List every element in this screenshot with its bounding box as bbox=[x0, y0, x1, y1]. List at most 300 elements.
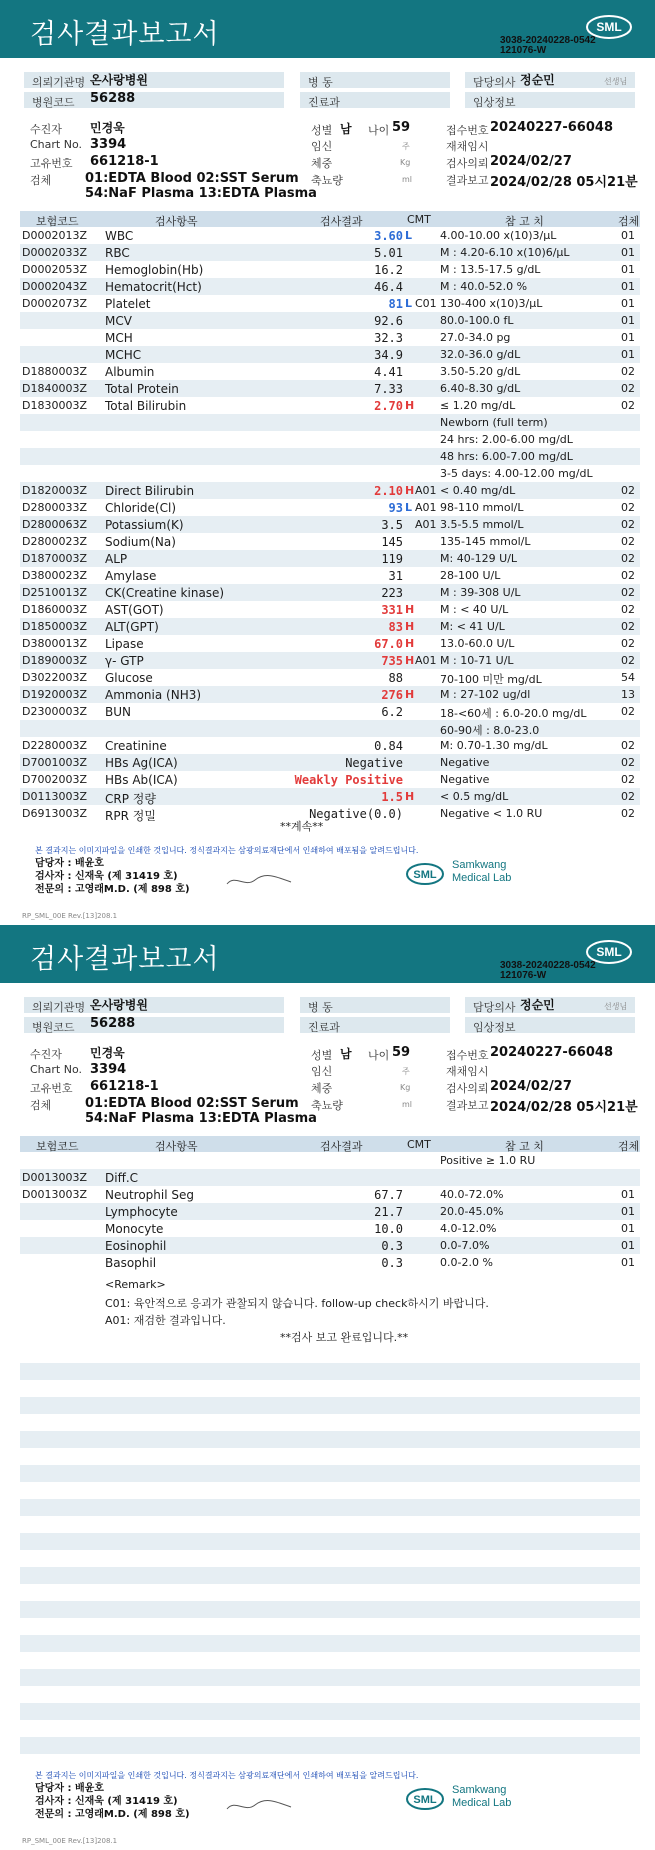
empty-row bbox=[20, 1601, 640, 1618]
empty-row bbox=[20, 1465, 640, 1482]
cell-code: D1920003Z bbox=[22, 688, 87, 701]
cell-spec: 02 bbox=[621, 637, 635, 650]
cell-spec: 54 bbox=[621, 671, 635, 684]
cell-name: MCH bbox=[105, 331, 133, 345]
specimen-value-2-2: 54:NaF Plasma 13:EDTA Plasma bbox=[85, 1111, 317, 1126]
cell-result: 67.7 bbox=[374, 1188, 403, 1202]
table-row bbox=[20, 312, 640, 329]
cell-name: Basophil bbox=[105, 1256, 157, 1270]
cell-result: 331 bbox=[381, 603, 403, 617]
table-row bbox=[20, 278, 640, 295]
doctor-value-2: 정순민 bbox=[520, 998, 555, 1012]
empty-row bbox=[20, 1363, 640, 1380]
empty-row bbox=[20, 1414, 640, 1431]
cell-result: 88 bbox=[388, 671, 403, 685]
cell-ref: 60-90세 : 8.0-23.0 bbox=[440, 724, 540, 737]
rep-label: 결과보고 bbox=[446, 174, 489, 187]
cell-result: 83 bbox=[388, 620, 403, 634]
cell-ref: < 0.40 mg/dL bbox=[440, 484, 516, 497]
acc-label: 접수번호 bbox=[446, 124, 489, 137]
table-row bbox=[20, 397, 640, 414]
cell-name: ALP bbox=[105, 552, 128, 566]
table-row bbox=[20, 329, 640, 346]
clinic-label: 임상정보 bbox=[473, 96, 516, 109]
specimen-label-2: 검체 bbox=[30, 1099, 52, 1112]
cell-name: Ammonia (NH3) bbox=[105, 688, 202, 702]
cell-result: 119 bbox=[381, 552, 403, 566]
remark-a01: A01: 재검한 결과입니다. bbox=[105, 1314, 226, 1327]
table-row bbox=[20, 380, 640, 397]
empty-row bbox=[20, 1431, 640, 1448]
cell-result: Negative bbox=[345, 756, 403, 770]
empty-row bbox=[20, 1720, 640, 1737]
specialist-label-2: 전문의 : bbox=[35, 1809, 72, 1820]
empty-row bbox=[20, 1482, 640, 1499]
ward-label: 병 동 bbox=[308, 76, 333, 89]
report-title-2: 검사결과보고서 bbox=[30, 944, 220, 975]
cell-name: Diff.C bbox=[105, 1171, 139, 1185]
cell-spec: 02 bbox=[621, 807, 635, 820]
req-value: 2024/02/27 bbox=[490, 154, 572, 169]
cell-code: D0013003Z bbox=[22, 1188, 87, 1201]
cell-result: 81 bbox=[388, 297, 403, 311]
patient-label-2: 수진자 bbox=[30, 1048, 62, 1061]
cell-flag: H bbox=[405, 688, 415, 701]
cell-ref: < 0.5 mg/dL bbox=[440, 790, 509, 803]
col-code: 보험코드 bbox=[36, 215, 79, 228]
cell-spec: 02 bbox=[621, 535, 635, 548]
cell-code: D1890003Z bbox=[22, 654, 87, 667]
cell-name: Eosinophil bbox=[105, 1239, 167, 1253]
cell-result: 276 bbox=[381, 688, 403, 702]
table-row bbox=[20, 567, 640, 584]
cell-flag: H bbox=[405, 603, 415, 616]
continue-text: **계속** bbox=[280, 820, 324, 833]
specimen-value-2: 54:NaF Plasma 13:EDTA Plasma bbox=[85, 186, 317, 201]
table-row bbox=[20, 635, 640, 652]
cell-name: Platelet bbox=[105, 297, 151, 311]
cell-flag: H bbox=[405, 637, 415, 650]
cell-spec: 02 bbox=[621, 790, 635, 803]
cell-result: 145 bbox=[381, 535, 403, 549]
empty-row bbox=[20, 1652, 640, 1669]
cell-ref: 27.0-34.0 pg bbox=[440, 331, 511, 344]
ward-label-box-2 bbox=[300, 997, 450, 1013]
sml-footer-logo-2 bbox=[405, 1779, 445, 1821]
preg-label: 임신 bbox=[311, 140, 333, 153]
charge-label: 담당자 : bbox=[35, 858, 72, 869]
cell-ref: Positive ≥ 1.0 RU bbox=[440, 1154, 536, 1167]
acc-value-2: 20240227-66048 bbox=[490, 1045, 613, 1060]
cell-result: Weakly Positive bbox=[294, 773, 403, 787]
cell-code: D2800033Z bbox=[22, 501, 87, 514]
inspector-label: 검사자 : bbox=[35, 871, 72, 882]
urine-unit-2: ml bbox=[402, 1100, 413, 1109]
cell-code: D1860003Z bbox=[22, 603, 87, 616]
cell-name: Potassium(K) bbox=[105, 518, 184, 532]
empty-row bbox=[20, 1397, 640, 1414]
col-ref: 참 고 치 bbox=[505, 215, 544, 228]
table-header bbox=[20, 211, 640, 227]
cell-cmt: A01 bbox=[415, 518, 437, 531]
cell-result: 1.5 bbox=[381, 790, 403, 804]
cell-flag: L bbox=[405, 501, 413, 514]
dept-label-box bbox=[300, 92, 450, 108]
cell-result: 735 bbox=[381, 654, 403, 668]
empty-row bbox=[20, 1618, 640, 1635]
cell-cmt: A01 bbox=[415, 484, 437, 497]
cell-result: 31 bbox=[388, 569, 403, 583]
cell-ref: 3.50-5.20 g/dL bbox=[440, 365, 521, 378]
col-ref-2: 참 고 치 bbox=[505, 1140, 544, 1153]
cell-spec: 02 bbox=[621, 586, 635, 599]
col-cmt-2: CMT bbox=[407, 1138, 431, 1151]
svg-text:SML: SML bbox=[596, 20, 622, 34]
chart-value: 3394 bbox=[90, 137, 127, 152]
cell-spec: 01 bbox=[621, 297, 635, 310]
cell-spec: 02 bbox=[621, 365, 635, 378]
cell-name: Monocyte bbox=[105, 1222, 164, 1236]
cell-name: Sodium(Na) bbox=[105, 535, 176, 549]
empty-row bbox=[20, 1499, 640, 1516]
cell-spec: 01 bbox=[621, 1205, 635, 1218]
table-row bbox=[20, 618, 640, 635]
cell-code: D0002043Z bbox=[22, 280, 87, 293]
cell-result: 46.4 bbox=[374, 280, 403, 294]
cell-name: Total Protein bbox=[105, 382, 179, 396]
cell-ref: M : 39-308 U/L bbox=[440, 586, 521, 599]
hospcode-label-2: 병원코드 bbox=[32, 1021, 75, 1034]
cell-spec: 01 bbox=[621, 348, 635, 361]
weight-label-2: 체중 bbox=[311, 1082, 333, 1095]
cell-spec: 02 bbox=[621, 773, 635, 786]
cell-spec: 02 bbox=[621, 484, 635, 497]
empty-row bbox=[20, 1686, 640, 1703]
cell-spec: 02 bbox=[621, 552, 635, 565]
age-label: 나이 bbox=[368, 124, 390, 137]
cell-name: MCHC bbox=[105, 348, 142, 362]
table-row bbox=[20, 1186, 640, 1203]
table-row bbox=[20, 550, 640, 567]
cell-code: D2800063Z bbox=[22, 518, 87, 531]
id-label-2: 고유번호 bbox=[30, 1082, 73, 1095]
cell-name: BUN bbox=[105, 705, 131, 719]
cell-ref: M: 0.70-1.30 mg/dL bbox=[440, 739, 548, 752]
cell-name: MCV bbox=[105, 314, 132, 328]
table-row bbox=[20, 1237, 640, 1254]
cell-ref: 13.0-60.0 U/L bbox=[440, 637, 515, 650]
cell-flag: H bbox=[405, 654, 415, 667]
empty-row bbox=[20, 1516, 640, 1533]
table-row bbox=[20, 244, 640, 261]
cell-code: D1820003Z bbox=[22, 484, 87, 497]
req-label-2: 검사의뢰 bbox=[446, 1082, 489, 1095]
table-header-2 bbox=[20, 1136, 640, 1152]
cell-cmt: A01 bbox=[415, 654, 437, 667]
cell-ref: 40.0-72.0% bbox=[440, 1188, 504, 1201]
cell-result: 2.70 bbox=[374, 399, 403, 413]
age-value-2: 59 bbox=[392, 1045, 411, 1060]
cell-name: HBs Ab(ICA) bbox=[105, 773, 178, 787]
cell-name: Chloride(Cl) bbox=[105, 501, 177, 515]
cell-flag: H bbox=[405, 790, 415, 803]
cell-code: D0113003Z bbox=[22, 790, 87, 803]
acc-value: 20240227-66048 bbox=[490, 120, 613, 135]
cell-code: D2280003Z bbox=[22, 739, 87, 752]
urine-label: 축뇨량 bbox=[311, 174, 343, 187]
redraw-label: 재채임시 bbox=[446, 140, 489, 153]
cell-code: D0013003Z bbox=[22, 1171, 87, 1184]
cell-name: Amylase bbox=[105, 569, 157, 583]
cell-cmt: C01 bbox=[415, 297, 437, 310]
cell-code: D0002033Z bbox=[22, 246, 87, 259]
cell-code: D1830003Z bbox=[22, 399, 87, 412]
cell-name: ALT(GPT) bbox=[105, 620, 159, 634]
table-row bbox=[20, 788, 640, 805]
cell-ref: M : 13.5-17.5 g/dL bbox=[440, 263, 541, 276]
empty-row bbox=[20, 1737, 640, 1754]
cell-code: D6913003Z bbox=[22, 807, 87, 820]
cell-ref: 48 hrs: 6.00-7.00 mg/dL bbox=[440, 450, 573, 463]
cell-name: Lymphocyte bbox=[105, 1205, 178, 1219]
cell-ref: Negative bbox=[440, 756, 490, 769]
sex-value-2: 남 bbox=[340, 1047, 352, 1061]
cell-spec: 01 bbox=[621, 1188, 635, 1201]
dept-label-2: 진료과 bbox=[308, 1021, 340, 1034]
cell-ref: M : 27-102 ug/dl bbox=[440, 688, 531, 701]
cell-cmt: A01 bbox=[415, 501, 437, 514]
table-row bbox=[20, 516, 640, 533]
cell-spec: 01 bbox=[621, 1222, 635, 1235]
ward-label-box bbox=[300, 72, 450, 88]
cell-result: 34.9 bbox=[374, 348, 403, 362]
table-row bbox=[20, 720, 640, 737]
cell-spec: 02 bbox=[621, 739, 635, 752]
cell-ref: 0.0-7.0% bbox=[440, 1239, 490, 1252]
cell-ref: 32.0-36.0 g/dL bbox=[440, 348, 521, 361]
cell-spec: 01 bbox=[621, 246, 635, 259]
report-title: 검사결과보고서 bbox=[30, 19, 220, 50]
id-value-2: 661218-1 bbox=[90, 1079, 159, 1094]
id-label: 고유번호 bbox=[30, 157, 73, 170]
preg-unit: 주 bbox=[402, 142, 410, 151]
cell-code: D0002053Z bbox=[22, 263, 87, 276]
cell-ref: 98-110 mmol/L bbox=[440, 501, 524, 514]
hospcode-value-2: 56288 bbox=[90, 1016, 136, 1031]
cell-ref: 18-<60세 : 6.0-20.0 mg/dL bbox=[440, 707, 587, 720]
table-row bbox=[20, 669, 640, 686]
cell-code: D0002013Z bbox=[22, 229, 87, 242]
cell-result: 10.0 bbox=[374, 1222, 403, 1236]
cell-spec: 01 bbox=[621, 263, 635, 276]
col-name: 검사항목 bbox=[155, 215, 198, 228]
cell-ref: M : 4.20-6.10 x(10)6/μL bbox=[440, 246, 570, 259]
cell-name: CRP 정량 bbox=[105, 792, 156, 806]
cell-result: 0.3 bbox=[381, 1256, 403, 1270]
cell-result: 0.84 bbox=[374, 739, 403, 753]
cell-flag: L bbox=[405, 297, 413, 310]
cell-spec: 01 bbox=[621, 229, 635, 242]
remark-c01: C01: 육안적으로 응괴가 관찰되지 않습니다. follow-up check하시기 바랍니다. bbox=[105, 1297, 489, 1310]
age-value: 59 bbox=[392, 120, 411, 135]
sml-footer-logo bbox=[405, 854, 445, 896]
ward-label-2: 병 동 bbox=[308, 1001, 333, 1014]
col-result-2: 검사결과 bbox=[320, 1140, 363, 1153]
cell-ref: ≤ 1.20 mg/dL bbox=[440, 399, 516, 412]
cell-result: 2.10 bbox=[374, 484, 403, 498]
doctor-label: 담당의사 bbox=[473, 76, 516, 89]
cell-ref: Negative bbox=[440, 773, 490, 786]
cell-result: 6.2 bbox=[381, 705, 403, 719]
charge-value-2: 배윤호 bbox=[74, 1783, 104, 1794]
urine-unit: ml bbox=[402, 175, 413, 184]
disclaimer: 본 결과지는 이미지파일을 인쇄한 것입니다. 정식결과지는 삼광의료재단에서 인쇄하여 배포됨을 알려드립니다. bbox=[35, 846, 419, 855]
cell-spec: 02 bbox=[621, 518, 635, 531]
cell-ref: 4.00-10.00 x(10)3/μL bbox=[440, 229, 557, 242]
clinic-label-box bbox=[465, 92, 635, 108]
weight-label: 체중 bbox=[311, 157, 333, 170]
acc-label-2: 접수번호 bbox=[446, 1049, 489, 1062]
cell-result: 16.2 bbox=[374, 263, 403, 277]
cell-code: D1870003Z bbox=[22, 552, 87, 565]
specimen-value-1-2: 01:EDTA Blood 02:SST Serum bbox=[85, 1096, 299, 1111]
table-row bbox=[20, 499, 640, 516]
table-row bbox=[20, 686, 640, 703]
patient-label: 수진자 bbox=[30, 123, 62, 136]
col-code-2: 보험코드 bbox=[36, 1140, 79, 1153]
empty-row bbox=[20, 1567, 640, 1584]
cell-ref: M: < 41 U/L bbox=[440, 620, 505, 633]
col-cmt: CMT bbox=[407, 213, 431, 226]
hospcode-label: 병원코드 bbox=[32, 96, 75, 109]
cell-ref: 80.0-100.0 fL bbox=[440, 314, 514, 327]
cell-name: Creatinine bbox=[105, 739, 167, 753]
rep-value-2: 2024/02/28 05시21분 bbox=[490, 1100, 638, 1115]
col-spec: 검체 bbox=[618, 215, 640, 228]
cell-flag: H bbox=[405, 620, 415, 633]
inspector-value-2: 신재욱 (제 31419 호) bbox=[74, 1796, 178, 1807]
cell-ref: M : 10-71 U/L bbox=[440, 654, 514, 667]
cell-ref: 3-5 days: 4.00-12.00 mg/dL bbox=[440, 467, 593, 480]
rep-label-2: 결과보고 bbox=[446, 1099, 489, 1112]
remark-title: <Remark> bbox=[105, 1278, 166, 1291]
company-name-1: Samkwang bbox=[452, 859, 507, 871]
cell-ref: M: 40-129 U/L bbox=[440, 552, 518, 565]
empty-row bbox=[20, 1550, 640, 1567]
specimen-value-1: 01:EDTA Blood 02:SST Serum bbox=[85, 171, 299, 186]
charge-label-2: 담당자 : bbox=[35, 1783, 72, 1794]
company-name-2-2: Medical Lab bbox=[452, 1797, 512, 1809]
cell-code: D1880003Z bbox=[22, 365, 87, 378]
signature-icon bbox=[225, 872, 295, 890]
cell-spec: 02 bbox=[621, 569, 635, 582]
cell-code: D3022003Z bbox=[22, 671, 87, 684]
table-row bbox=[20, 346, 640, 363]
cell-spec: 02 bbox=[621, 382, 635, 395]
empty-row bbox=[20, 1584, 640, 1601]
table-row bbox=[20, 652, 640, 669]
cell-result: 4.41 bbox=[374, 365, 403, 379]
cell-spec: 02 bbox=[621, 620, 635, 633]
cell-ref: Newborn (full term) bbox=[440, 416, 548, 429]
weight-unit-2: Kg bbox=[400, 1083, 411, 1092]
inspector-label-2: 검사자 : bbox=[35, 1796, 72, 1807]
table-row bbox=[20, 737, 640, 754]
org-label-2: 의뢰기관명 bbox=[32, 1001, 86, 1014]
signature-icon-2 bbox=[225, 1797, 295, 1815]
cell-code: D2300003Z bbox=[22, 705, 87, 718]
cell-code: D2510013Z bbox=[22, 586, 87, 599]
org-label-box-2 bbox=[24, 997, 284, 1013]
empty-row bbox=[20, 1346, 640, 1363]
org-value-2: 온사랑병원 bbox=[90, 998, 148, 1012]
company-name-1-2: Samkwang bbox=[452, 1784, 507, 1796]
cell-result: 5.01 bbox=[374, 246, 403, 260]
cell-flag: H bbox=[405, 399, 415, 412]
cell-ref: 135-145 mmol/L bbox=[440, 535, 531, 548]
hospcode-label-box bbox=[24, 92, 284, 108]
cell-name: HBs Ag(ICA) bbox=[105, 756, 178, 770]
dept-label-box-2 bbox=[300, 1017, 450, 1033]
table-row bbox=[20, 261, 640, 278]
cell-name: RBC bbox=[105, 246, 130, 260]
cell-code: D3800023Z bbox=[22, 569, 87, 582]
cell-result: 32.3 bbox=[374, 331, 403, 345]
cell-spec: 02 bbox=[621, 399, 635, 412]
cell-code: D0002073Z bbox=[22, 297, 87, 310]
cell-name: Lipase bbox=[105, 637, 144, 651]
cell-result: 3.60 bbox=[374, 229, 403, 243]
cell-name: AST(GOT) bbox=[105, 603, 164, 617]
table-row bbox=[20, 533, 640, 550]
preg-label-2: 임신 bbox=[311, 1065, 333, 1078]
table-row bbox=[20, 1220, 640, 1237]
table-row bbox=[20, 482, 640, 499]
table-row bbox=[20, 448, 640, 465]
col-spec-2: 검체 bbox=[618, 1140, 640, 1153]
cell-ref: 20.0-45.0% bbox=[440, 1205, 504, 1218]
report-page-2 bbox=[0, 925, 655, 1850]
table-row bbox=[20, 584, 640, 601]
empty-row bbox=[20, 1380, 640, 1397]
cell-name: Direct Bilirubin bbox=[105, 484, 195, 498]
cell-result: 92.6 bbox=[374, 314, 403, 328]
hospcode-label-box-2 bbox=[24, 1017, 284, 1033]
svg-text:SML: SML bbox=[596, 945, 622, 959]
table-row bbox=[20, 414, 640, 431]
report-number-2: 3038-20240228-0542 121076-W bbox=[500, 960, 596, 981]
col-name-2: 검사항목 bbox=[155, 1140, 198, 1153]
cell-ref: 24 hrs: 2.00-6.00 mg/dL bbox=[440, 433, 573, 446]
cell-ref: 3.5-5.5 mmol/L bbox=[440, 518, 524, 531]
doctor-value: 정순민 bbox=[520, 73, 555, 87]
empty-row bbox=[20, 1635, 640, 1652]
cell-flag: L bbox=[405, 229, 413, 242]
cell-name: RPR 정밀 bbox=[105, 809, 156, 823]
cell-ref: 0.0-2.0 % bbox=[440, 1256, 493, 1269]
org-value: 온사랑병원 bbox=[90, 73, 148, 87]
cell-spec: 02 bbox=[621, 603, 635, 616]
cell-spec: 01 bbox=[621, 331, 635, 344]
cell-result: 223 bbox=[381, 586, 403, 600]
cell-name: WBC bbox=[105, 229, 134, 243]
cell-code: D2800023Z bbox=[22, 535, 87, 548]
cell-spec: 01 bbox=[621, 1239, 635, 1252]
col-result: 검사결과 bbox=[320, 215, 363, 228]
cell-result: 0.3 bbox=[381, 1239, 403, 1253]
req-label: 검사의뢰 bbox=[446, 157, 489, 170]
cell-name: CK(Creatine kinase) bbox=[105, 586, 225, 600]
